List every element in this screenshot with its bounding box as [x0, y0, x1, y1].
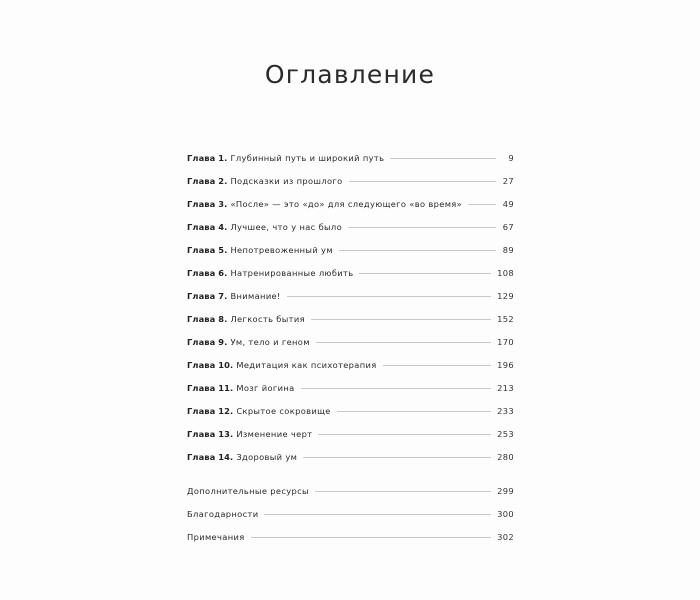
section-title: Примечания [187, 532, 245, 542]
toc-entry-chapter-13[interactable] [187, 429, 514, 452]
chapter-label: Глава 12. [187, 406, 234, 416]
toc-entry-chapter-1[interactable] [187, 153, 514, 176]
chapter-title: Здоровый ум [236, 452, 298, 462]
page-number: 49 [502, 199, 514, 209]
dot-leader [251, 537, 492, 538]
toc-entry-chapter-2[interactable] [187, 176, 514, 199]
chapter-title: «После» — это «до» для следующего «во время» [230, 199, 463, 209]
page-number: 213 [497, 383, 514, 393]
chapter-title: Лучшее, что у нас было [230, 222, 343, 232]
dot-leader [303, 457, 491, 458]
chapter-title: Подсказки из прошлого [230, 176, 343, 186]
dot-leader [264, 514, 491, 515]
page-number: 300 [497, 509, 514, 519]
toc-entry-chapter-3[interactable] [187, 199, 514, 222]
page-number: 299 [497, 486, 514, 496]
chapter-title: Ум, тело и геном [230, 337, 310, 347]
chapter-title: Мозг йогина [236, 383, 295, 393]
page-number: 152 [497, 314, 514, 324]
page-number: 129 [497, 291, 514, 301]
toc-entry-chapter-8[interactable] [187, 314, 514, 337]
toc-entry-acknowledgements[interactable] [187, 509, 514, 532]
toc-entry-resources[interactable] [187, 486, 514, 509]
chapter-label: Глава 9. [187, 337, 228, 347]
dot-leader [318, 434, 491, 435]
chapter-label: Глава 8. [187, 314, 228, 324]
chapter-label: Глава 4. [187, 222, 228, 232]
chapter-label: Глава 11. [187, 383, 234, 393]
toc-entry-chapter-9[interactable] [187, 337, 514, 360]
dot-leader [349, 181, 496, 182]
chapter-label: Глава 14. [187, 452, 234, 462]
toc-entry-chapter-14[interactable] [187, 452, 514, 475]
chapter-label: Глава 6. [187, 268, 228, 278]
dot-leader [311, 319, 491, 320]
toc-entry-chapter-12[interactable] [187, 406, 514, 429]
dot-leader [339, 250, 496, 251]
toc-entry-chapter-5[interactable] [187, 245, 514, 268]
page-number: 170 [497, 337, 514, 347]
chapter-title: Внимание! [230, 291, 281, 301]
dot-leader [315, 491, 491, 492]
table-of-contents [187, 153, 514, 555]
toc-entry-chapter-6[interactable] [187, 268, 514, 291]
chapter-title: Скрытое сокровище [236, 406, 331, 416]
chapter-title: Натренированные любить [230, 268, 354, 278]
dot-leader [301, 388, 492, 389]
page-number: 89 [502, 245, 514, 255]
chapter-label: Глава 5. [187, 245, 228, 255]
dot-leader [348, 227, 496, 228]
section-spacer [187, 475, 514, 486]
chapter-title: Глубинный путь и широкий путь [230, 153, 385, 163]
page-number: 302 [497, 532, 514, 542]
chapter-title: Непотревоженный ум [230, 245, 333, 255]
chapter-title: Легкость бытия [230, 314, 305, 324]
dot-leader [316, 342, 491, 343]
page-number: 196 [497, 360, 514, 370]
dot-leader [337, 411, 491, 412]
section-title: Благодарности [187, 509, 259, 519]
page-number: 280 [497, 452, 514, 462]
dot-leader [468, 204, 496, 205]
chapter-label: Глава 3. [187, 199, 228, 209]
page-number: 67 [502, 222, 514, 232]
toc-entry-notes[interactable] [187, 532, 514, 555]
dot-leader [383, 365, 492, 366]
section-title: Дополнительные ресурсы [187, 486, 309, 496]
toc-entry-chapter-4[interactable] [187, 222, 514, 245]
chapter-label: Глава 2. [187, 176, 228, 186]
toc-entry-chapter-7[interactable] [187, 291, 514, 314]
chapter-title: Медитация как психотерапия [236, 360, 377, 370]
page-number: 108 [497, 268, 514, 278]
page-number: 233 [497, 406, 514, 416]
page-title: Оглавление [264, 60, 436, 89]
chapter-title: Изменение черт [236, 429, 313, 439]
page-number: 253 [497, 429, 514, 439]
page-number: 9 [508, 153, 514, 163]
dot-leader [287, 296, 491, 297]
chapter-label: Глава 13. [187, 429, 234, 439]
toc-entry-chapter-10[interactable] [187, 360, 514, 383]
chapter-label: Глава 7. [187, 291, 228, 301]
chapter-label: Глава 10. [187, 360, 234, 370]
chapter-label: Глава 1. [187, 153, 228, 163]
page-number: 27 [502, 176, 514, 186]
dot-leader [359, 273, 491, 274]
toc-entry-chapter-11[interactable] [187, 383, 514, 406]
dot-leader [390, 158, 496, 159]
